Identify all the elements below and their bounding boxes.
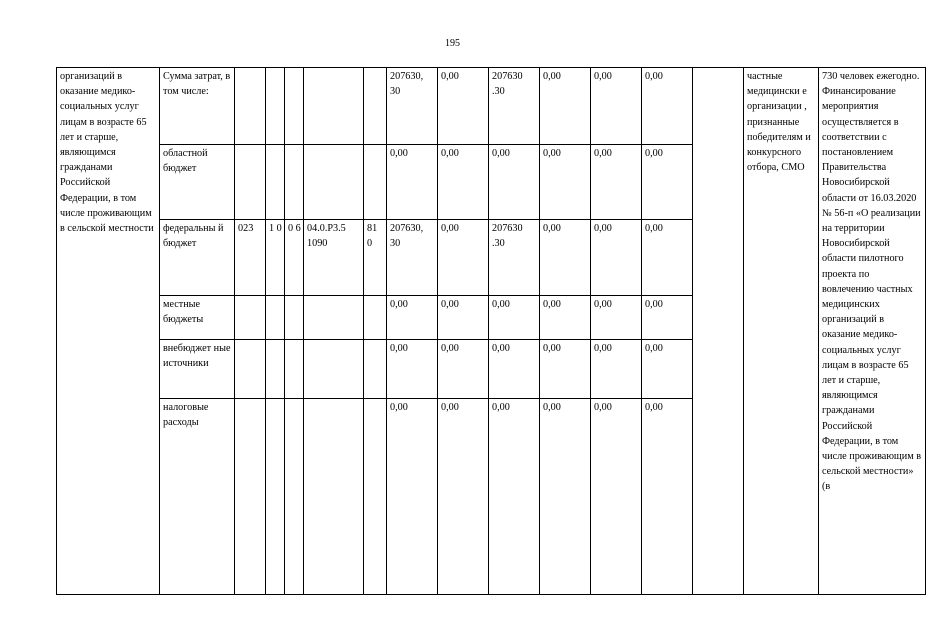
value-cell: 207630 .30: [489, 220, 540, 296]
funding-source-cell: Сумма затрат, в том числе:: [160, 68, 235, 145]
csr-cell: 04.0.Р3.5 1090: [304, 220, 364, 296]
table-row: [57, 68, 926, 145]
grbs-cell: 023: [235, 220, 266, 296]
value-cell: 0,00: [489, 340, 540, 399]
grbs-cell: [235, 296, 266, 340]
value-cell: 0,00: [540, 68, 591, 145]
csr-cell: [304, 296, 364, 340]
value-cell: 0,00: [591, 145, 642, 220]
program-table: [56, 67, 926, 595]
page-number: 195: [445, 38, 460, 49]
value-cell: 207630 .30: [489, 68, 540, 145]
grbs-cell: [235, 68, 266, 145]
value-cell: 0,00: [642, 399, 693, 595]
value-cell: 0,00: [438, 296, 489, 340]
value-cell: 0,00: [642, 68, 693, 145]
funding-source-cell: внебюджет ные источники: [160, 340, 235, 399]
value-cell: 0,00: [642, 296, 693, 340]
value-cell: 0,00: [489, 296, 540, 340]
vr-cell: [364, 340, 387, 399]
value-cell: 0,00: [540, 220, 591, 296]
pr-cell: [285, 340, 304, 399]
grbs-cell: [235, 340, 266, 399]
vr-cell: [364, 296, 387, 340]
funding-source-cell: местные бюджеты: [160, 296, 235, 340]
value-cell: 0,00: [387, 399, 438, 595]
rz-cell: [266, 296, 285, 340]
value-cell: 0,00: [387, 340, 438, 399]
value-cell: 0,00: [591, 399, 642, 595]
funding-source-cell: областной бюджет: [160, 145, 235, 220]
csr-cell: [304, 399, 364, 595]
csr-cell: [304, 340, 364, 399]
value-cell: 0,00: [642, 340, 693, 399]
value-cell: 0,00: [438, 340, 489, 399]
value-cell: 0,00: [540, 145, 591, 220]
pr-cell: [285, 399, 304, 595]
activity-name-cell: организаций в оказание медико-социальных услуг лицам в возрасте 65 лет и старше, являющимся гражданами Российской Федерации, в том числе проживающим в сельской местности: [57, 68, 160, 595]
value-cell: 0,00: [438, 145, 489, 220]
rz-cell: [266, 68, 285, 145]
value-cell: 0,00: [438, 68, 489, 145]
value-cell: 0,00: [642, 220, 693, 296]
value-cell: 0,00: [591, 68, 642, 145]
value-cell: 0,00: [387, 145, 438, 220]
value-cell: 0,00: [591, 220, 642, 296]
vr-cell: [364, 399, 387, 595]
rz-cell: 1 0: [266, 220, 285, 296]
spacer-cell: [693, 68, 744, 595]
funding-source-cell: налоговые расходы: [160, 399, 235, 595]
pr-cell: [285, 145, 304, 220]
value-cell: 207630, 30: [387, 68, 438, 145]
rz-cell: [266, 145, 285, 220]
value-cell: 0,00: [438, 399, 489, 595]
value-cell: 0,00: [438, 220, 489, 296]
value-cell: 0,00: [387, 296, 438, 340]
vr-cell: [364, 145, 387, 220]
value-cell: 0,00: [540, 296, 591, 340]
grbs-cell: [235, 399, 266, 595]
value-cell: 207630, 30: [387, 220, 438, 296]
value-cell: 0,00: [540, 399, 591, 595]
pr-cell: [285, 296, 304, 340]
pr-cell: [285, 68, 304, 145]
value-cell: 0,00: [591, 340, 642, 399]
grbs-cell: [235, 145, 266, 220]
comment-cell: 730 человек ежегодно. Финансирование мероприятия осуществляется в соответствии с постановлением Правительства Новосибирской области от 16.03.2020 № 56-п «О реализации на территории Новосибирской области пилотного проекта по вовлечению частных медицинских организаций в оказание медико-социальных услуг лицам в возрасте 65 лет и старше, являющимся гражданами Российской Федерации, в том числе проживающим в сельской местности» (в: [819, 68, 926, 595]
csr-cell: [304, 68, 364, 145]
executor-cell: частные медицински е организации , признанные победителям и конкурсного отбора, СМО: [744, 68, 819, 595]
value-cell: 0,00: [540, 340, 591, 399]
vr-cell: 81 0: [364, 220, 387, 296]
rz-cell: [266, 340, 285, 399]
value-cell: 0,00: [489, 399, 540, 595]
value-cell: 0,00: [591, 296, 642, 340]
vr-cell: [364, 68, 387, 145]
value-cell: 0,00: [642, 145, 693, 220]
csr-cell: [304, 145, 364, 220]
funding-source-cell: федеральны й бюджет: [160, 220, 235, 296]
pr-cell: 0 6: [285, 220, 304, 296]
rz-cell: [266, 399, 285, 595]
value-cell: 0,00: [489, 145, 540, 220]
